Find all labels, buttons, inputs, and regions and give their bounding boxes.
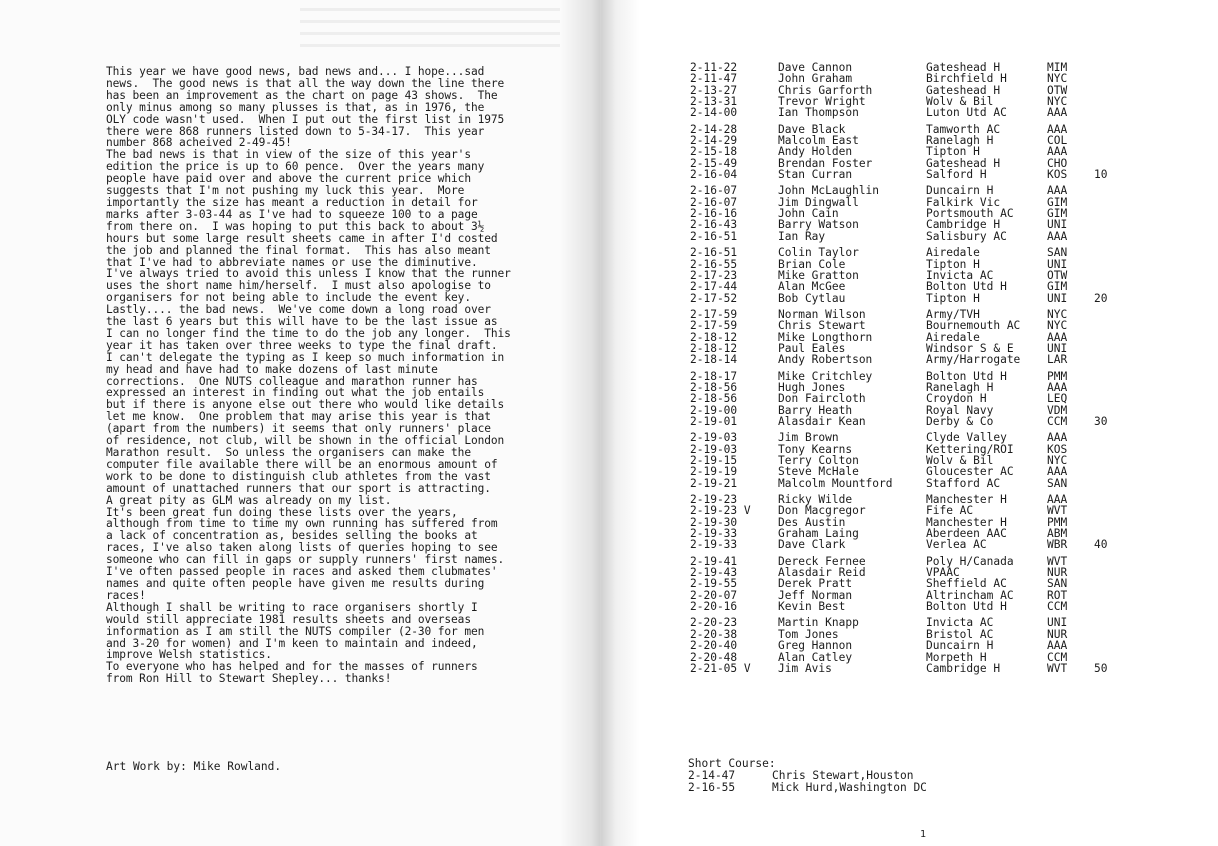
event-code-cell: VDM	[1047, 403, 1068, 417]
name-cell: Steve McHale	[778, 465, 859, 479]
editorial-line: Marathon result. So unless the organisers can make the	[106, 446, 471, 459]
name-cell: Mike Critchley	[778, 369, 873, 383]
short-course-section	[688, 757, 927, 794]
editorial-line: that I've had to abbreviate names or use the diminutive.	[106, 255, 478, 269]
editorial-line: suggests that I'm not pushing my luck this year. More	[106, 184, 465, 198]
time-cell: 2-11-47	[690, 72, 738, 86]
rank-row	[690, 640, 1110, 651]
club-cell: Manchester H	[926, 493, 1007, 507]
rank-row	[690, 539, 1110, 550]
time-cell: 2-18-56	[690, 380, 738, 394]
club-cell: Gateshead H	[926, 83, 1001, 97]
rank-group	[690, 371, 1110, 428]
time-cell: 2-17-52	[690, 291, 738, 305]
time-cell: 2-19-30	[690, 515, 738, 529]
time-cell: 2-16-51	[690, 246, 738, 260]
rank-row	[690, 281, 1110, 292]
time-cell: 2-19-15	[690, 454, 738, 467]
club-cell: Invicta AC	[926, 268, 994, 282]
club-cell: Morpeth H	[926, 650, 987, 664]
time-cell: 2-15-18	[690, 145, 738, 159]
name-cell: Jim Avis	[778, 661, 832, 675]
time-cell: 2-19-23 V	[690, 504, 751, 518]
club-cell: Salford H	[926, 168, 987, 182]
time-cell: 2-18-14	[690, 353, 738, 367]
time-cell: 2-19-33	[690, 538, 738, 552]
name-cell: Paul Eales	[778, 341, 846, 355]
editorial-line: The bad news is that in view of the size of this year's	[106, 148, 471, 162]
editorial-line: let me know. One problem that may arise this year is that	[106, 410, 491, 424]
rank-row	[690, 107, 1110, 118]
time-cell: 2-18-12	[690, 341, 738, 355]
rank-group	[690, 432, 1110, 489]
name-cell: Ricky Wilde	[778, 493, 853, 507]
editorial-line: It's been great fun doing these lists over the years,	[106, 505, 458, 519]
event-code-cell: AAA	[1047, 122, 1068, 136]
rank-row	[690, 416, 1110, 427]
time-cell: 2-17-59	[690, 319, 738, 333]
club-cell: Bolton Utd H	[926, 600, 1007, 614]
time-cell: 2-16-51	[690, 229, 738, 243]
name-cell: Dave Clark	[778, 538, 846, 552]
editorial-line: races, I've also taken along lists of queries hoping to see	[106, 541, 498, 555]
name-cell: Mike Longthorn	[778, 330, 873, 344]
name-cell: Chris Garforth	[778, 83, 873, 97]
editorial-line: from there on. I was hoping to put this back to about 3½	[106, 219, 485, 233]
club-cell: Kettering/ROI	[926, 442, 1014, 456]
event-code-cell: ABM	[1047, 527, 1068, 541]
name-cell: Jeff Norman	[778, 588, 853, 602]
club-cell: Derby & Co	[926, 414, 994, 428]
name-cell: Alasdair Kean	[778, 414, 866, 428]
editorial-line: the job and planned the final format. This has also meant	[106, 243, 491, 257]
time-cell: 2-16-07	[690, 195, 738, 209]
rank-row	[690, 601, 1110, 612]
event-code-cell: GIM	[1047, 207, 1068, 221]
editorial-line: year it has taken over three weeks to type the final draft.	[106, 338, 498, 352]
name-cell: Tony Kearns	[778, 442, 853, 456]
event-code-cell: UNI	[1047, 291, 1068, 305]
event-code-cell: AAA	[1047, 380, 1068, 394]
event-code-cell: PMM	[1047, 369, 1068, 383]
club-cell: Bolton Utd H	[926, 369, 1007, 383]
name-cell: Graham Laing	[778, 527, 859, 541]
club-cell: Gateshead H	[926, 61, 1001, 74]
marathon-ranking-list	[690, 62, 1110, 679]
editorial-line: To everyone who has helped and for the masses of runners	[106, 660, 478, 674]
editorial-line: Although I shall be writing to race organisers shortly I	[106, 600, 478, 614]
editorial-line: I've often passed people in races and asked them clubmates'	[106, 565, 498, 579]
time-cell: 2-19-43	[690, 566, 738, 580]
editorial-line: someone who can fill in gaps or supply runners' first names.	[106, 553, 505, 567]
editorial-line: hours but some large result sheets came in after I'd costed	[106, 231, 498, 245]
editorial-line: names and quite often people have given me results during	[106, 576, 485, 590]
editorial-line: edition the price is up to 60 pence. Over the years many	[106, 160, 485, 174]
name-cell: John McLaughlin	[778, 184, 880, 198]
name-cell: Trevor Wright	[778, 95, 866, 109]
event-code-cell: AAA	[1047, 465, 1068, 479]
club-cell: Aberdeen AAC	[926, 527, 1007, 541]
club-cell: Army/Harrogate	[926, 353, 1021, 367]
event-code-cell: NYC	[1047, 307, 1068, 321]
editorial-line: uses the short name him/herself. I must also apologise to	[106, 279, 491, 293]
rank-group	[690, 247, 1110, 304]
editorial-line: although from time to time my own running has suffered from	[106, 517, 498, 531]
club-cell: Manchester H	[926, 515, 1007, 529]
club-cell: Stafford AC	[926, 476, 1001, 490]
name-cell: Don Macgregor	[778, 504, 866, 518]
club-cell: Altrincham AC	[926, 588, 1014, 602]
club-cell: Ranelagh H	[926, 134, 994, 148]
rank-row	[690, 169, 1110, 180]
event-code-cell: NYC	[1047, 319, 1068, 333]
event-code-cell: WVT	[1047, 504, 1068, 518]
time-cell: 2-14-47	[688, 769, 736, 782]
rank-group	[690, 309, 1110, 366]
club-cell: Gateshead H	[926, 156, 1001, 170]
editorial-line: people have paid over and above the current price which	[106, 172, 471, 186]
event-code-cell: GIM	[1047, 195, 1068, 209]
rank-row	[690, 354, 1110, 365]
time-cell: 2-18-17	[690, 369, 738, 383]
club-cell: VPAAC	[926, 566, 960, 580]
time-cell: 2-17-59	[690, 307, 738, 321]
rank-group	[690, 556, 1110, 613]
editorial-line: there were 868 runners listed down to 5-34-17. This year	[106, 124, 485, 138]
name-cell: Ian Ray	[778, 229, 826, 243]
editorial-line: corrections. One NUTS colleague and marathon runner has	[106, 374, 478, 388]
name-cell: Kevin Best	[778, 600, 846, 614]
name-cell: Malcolm Mountford	[778, 476, 893, 490]
event-code-cell: OTW	[1047, 268, 1068, 282]
club-cell: Bristol AC	[926, 627, 994, 641]
editorial-line: I can't delegate the typing as I keep so much information in	[106, 350, 505, 364]
editorial-line: my head and have had to make dozens of last minute	[106, 362, 438, 376]
runner-venue-cell: Chris Stewart,Houston	[772, 769, 914, 782]
name-cell: Colin Taylor	[778, 246, 859, 260]
club-cell: Tamworth AC	[926, 122, 1001, 136]
rank-row	[690, 432, 1110, 443]
event-code-cell: AAA	[1047, 145, 1068, 159]
club-cell: Portsmouth AC	[926, 207, 1014, 221]
time-cell: 2-11-22	[690, 61, 738, 74]
name-cell: Alan Catley	[778, 650, 853, 664]
event-code-cell: MIM	[1047, 61, 1068, 74]
event-code-cell: WBR	[1047, 538, 1068, 552]
event-code-cell: AAA	[1047, 330, 1068, 344]
event-code-cell: OTW	[1047, 83, 1068, 97]
club-cell: Invicta AC	[926, 616, 994, 630]
editorial-line: has been an improvement as the chart on page 43 shows. The	[106, 88, 498, 102]
event-code-cell: COL	[1047, 134, 1068, 148]
name-cell: Brian Cole	[778, 257, 846, 271]
club-cell: Army/TVH	[926, 307, 980, 321]
club-cell: Cambridge H	[926, 218, 1001, 232]
page-number: 1	[920, 829, 927, 840]
time-cell: 2-19-19	[690, 465, 738, 479]
time-cell: 2-20-16	[690, 600, 738, 614]
editorial-line: (apart from the numbers) it seems that only runners' place	[106, 422, 491, 436]
editorial-line: but if there is anyone else out there who would like details	[106, 398, 505, 412]
club-cell: Croydon H	[926, 392, 987, 406]
time-cell: 2-14-00	[690, 106, 738, 120]
club-cell: Wolv & Bil	[926, 95, 994, 109]
time-cell: 2-14-28	[690, 122, 738, 136]
club-cell: Verlea AC	[926, 538, 987, 552]
time-cell: 2-19-33	[690, 527, 738, 541]
name-cell: Dave Cannon	[778, 61, 853, 74]
event-code-cell: WVT	[1047, 661, 1068, 675]
editorial-line: expressed an interest in finding out what the job entails	[106, 386, 485, 400]
editorial-line: of residence, not club, will be shown in the official London	[106, 434, 505, 448]
club-cell: Bournemouth AC	[926, 319, 1021, 333]
bleed-through-text	[300, 8, 560, 48]
event-code-cell: UNI	[1047, 218, 1068, 232]
event-code-cell: AAA	[1047, 431, 1068, 445]
name-cell: Don Faircloth	[778, 392, 866, 406]
time-cell: 2-16-55	[690, 257, 738, 271]
editorial-line: and 3-20 for women) and I'm keen to maintain and indeed,	[106, 636, 478, 650]
name-cell: Andy Holden	[778, 145, 853, 159]
club-cell: Tipton H	[926, 145, 980, 159]
editorial-line: marks after 3-03-44 as I've had to squeeze 100 to a page	[106, 207, 478, 221]
editorial-line: This year we have good news, bad news and... I hope...sad	[106, 65, 485, 78]
name-cell: Brendan Foster	[778, 156, 873, 170]
club-cell: Sheffield AC	[926, 577, 1007, 591]
event-code-cell: PMM	[1047, 515, 1068, 529]
running-count: 50	[1094, 661, 1108, 675]
event-code-cell: UNI	[1047, 616, 1068, 630]
editorial-line: information as I am still the NUTS compiler (2-30 for men	[106, 624, 485, 638]
name-cell: Malcolm East	[778, 134, 859, 148]
event-code-cell: AAA	[1047, 184, 1068, 198]
name-cell: Chris Stewart	[778, 319, 866, 333]
time-cell: 2-19-41	[690, 554, 738, 568]
name-cell: Greg Hannon	[778, 639, 853, 653]
time-cell: 2-19-00	[690, 403, 738, 417]
name-cell: Barry Heath	[778, 403, 853, 417]
editorial-line: Lastly.... the bad news. We've come down a long road over	[106, 303, 491, 317]
name-cell: Derek Pratt	[778, 577, 853, 591]
rank-row	[690, 293, 1110, 304]
short-course-heading: Short Course:	[688, 757, 776, 770]
time-cell: 2-13-31	[690, 95, 738, 109]
name-cell: Norman Wilson	[778, 307, 866, 321]
editorial-line: work to be done to distinguish club athletes from the vast	[106, 469, 491, 483]
club-cell: Ranelagh H	[926, 380, 994, 394]
club-cell: Poly H/Canada	[926, 554, 1014, 568]
runner-venue-cell: Mick Hurd,Washington DC	[772, 781, 927, 794]
running-count: 20	[1094, 291, 1108, 305]
club-cell: Duncairn H	[926, 639, 994, 653]
name-cell: Alan McGee	[778, 280, 846, 294]
event-code-cell: AAA	[1047, 639, 1068, 653]
name-cell: Bob Cytlau	[778, 291, 846, 305]
name-cell: Terry Colton	[778, 454, 859, 467]
name-cell: Alasdair Reid	[778, 566, 866, 580]
time-cell: 2-17-23	[690, 268, 738, 282]
event-code-cell: AAA	[1047, 229, 1068, 243]
rank-row	[690, 393, 1110, 404]
club-cell: Airedale	[926, 330, 980, 344]
event-code-cell: UNI	[1047, 341, 1068, 355]
time-cell: 2-16-16	[690, 207, 738, 221]
editorial-line: organisers for not being able to include the event key.	[106, 291, 471, 305]
club-cell: Clyde Valley	[926, 431, 1007, 445]
time-cell: 2-18-56	[690, 392, 738, 406]
club-cell: Bolton Utd H	[926, 280, 1007, 294]
editorial-line: races!	[106, 588, 146, 602]
club-cell: Wolv & Bil	[926, 454, 994, 467]
time-cell: 2-21-05 V	[690, 661, 751, 675]
name-cell: Des Austin	[778, 515, 846, 529]
club-cell: Tipton H	[926, 291, 980, 305]
event-code-cell: SAN	[1047, 476, 1068, 490]
time-cell: 2-16-04	[690, 168, 738, 182]
name-cell: Barry Watson	[778, 218, 859, 232]
time-cell: 2-20-23	[690, 616, 738, 630]
time-cell: 2-20-40	[690, 639, 738, 653]
short-course-row	[688, 781, 927, 794]
event-code-cell: SAN	[1047, 577, 1068, 591]
editorial-line: number 868 acheived 2-49-45!	[106, 136, 292, 150]
time-cell: 2-19-03	[690, 431, 738, 445]
time-cell: 2-19-23	[690, 493, 738, 507]
editorial-line: from Ron Hill to Stewart Shepley... thanks!	[106, 672, 392, 686]
rank-group	[690, 62, 1110, 119]
time-cell: 2-13-27	[690, 83, 738, 97]
club-cell: Airedale	[926, 246, 980, 260]
time-cell: 2-19-55	[690, 577, 738, 591]
editorial-line: the last 6 years but this will have to be the last issue as	[106, 315, 498, 329]
event-code-cell: WVT	[1047, 554, 1068, 568]
club-cell: Tipton H	[926, 257, 980, 271]
event-code-cell: KOS	[1047, 168, 1068, 182]
running-count: 10	[1094, 168, 1108, 182]
editorial-line: improve Welsh statistics.	[106, 648, 272, 662]
running-count: 40	[1094, 538, 1108, 552]
club-cell: Windsor S & E	[926, 341, 1014, 355]
club-cell: Falkirk Vic	[926, 195, 1001, 209]
club-cell: Luton Utd AC	[926, 106, 1007, 120]
name-cell: John Cain	[778, 207, 839, 221]
name-cell: Jim Brown	[778, 431, 839, 445]
event-code-cell: NYC	[1047, 72, 1068, 86]
name-cell: Martin Knapp	[778, 616, 859, 630]
time-cell: 2-14-29	[690, 134, 738, 148]
event-code-cell: CCM	[1047, 414, 1068, 428]
name-cell: Tom Jones	[778, 627, 839, 641]
event-code-cell: AAA	[1047, 493, 1068, 507]
editorial-line: a lack of concentration as, besides selling the books at	[106, 529, 478, 543]
event-code-cell: CCM	[1047, 650, 1068, 664]
time-cell: 2-20-07	[690, 588, 738, 602]
editorial-line: I can no longer find the time to do the job any longer. This	[106, 326, 511, 340]
rank-row	[690, 663, 1110, 674]
event-code-cell: CCM	[1047, 600, 1068, 614]
name-cell: John Graham	[778, 72, 853, 86]
rank-group	[690, 494, 1110, 551]
time-cell: 2-17-44	[690, 280, 738, 294]
editorial-line: computer file available there will be an enormous amount of	[106, 457, 498, 471]
artwork-credit: Art Work by: Mike Rowland.	[106, 760, 282, 773]
editorial-line: I've always tried to avoid this unless I know that the runner	[106, 267, 511, 281]
time-cell: 2-20-38	[690, 627, 738, 641]
time-cell: 2-16-43	[690, 218, 738, 232]
event-code-cell: LEQ	[1047, 392, 1068, 406]
club-cell: Fife AC	[926, 504, 974, 518]
editorial-line: would still appreciate 1981 results sheets and overseas	[106, 612, 471, 626]
event-code-cell: ROT	[1047, 588, 1068, 602]
editorial-line: amount of unattached runners that our sport is attracting.	[106, 481, 491, 495]
club-cell: Birchfield H	[926, 72, 1007, 86]
event-code-cell: GIM	[1047, 280, 1068, 294]
time-cell: 2-16-07	[690, 184, 738, 198]
editorial-line: OLY code wasn't used. When I put out the first list in 1975	[106, 112, 505, 126]
time-cell: 2-19-03	[690, 442, 738, 456]
time-cell: 2-16-55	[688, 781, 736, 794]
event-code-cell: SAN	[1047, 246, 1068, 260]
name-cell: Stan Curran	[778, 168, 853, 182]
editorial-line: news. The good news is that all the way down the line there	[106, 76, 505, 90]
rank-group	[690, 124, 1110, 181]
event-code-cell: NYC	[1047, 454, 1068, 467]
club-cell: Salisbury AC	[926, 229, 1007, 243]
running-count: 30	[1094, 414, 1108, 428]
rank-row	[690, 73, 1110, 84]
editorial-text	[106, 66, 576, 685]
club-cell: Cambridge H	[926, 661, 1001, 675]
time-cell: 2-19-21	[690, 476, 738, 490]
event-code-cell: NYC	[1047, 95, 1068, 109]
event-code-cell: LAR	[1047, 353, 1068, 367]
event-code-cell: NUR	[1047, 627, 1068, 641]
rank-group	[690, 185, 1110, 242]
editorial-line: A great pity as GLM was already on my list.	[106, 493, 392, 507]
name-cell: Dereck Fernee	[778, 554, 866, 568]
name-cell: Mike Gratton	[778, 268, 859, 282]
club-cell: Royal Navy	[926, 403, 994, 417]
editorial-line: only minus among so many plusses is that, as in 1976, the	[106, 100, 485, 114]
club-cell: Duncairn H	[926, 184, 994, 198]
time-cell: 2-18-12	[690, 330, 738, 344]
time-cell: 2-19-01	[690, 414, 738, 428]
time-cell: 2-15-49	[690, 156, 738, 170]
club-cell: Gloucester AC	[926, 465, 1014, 479]
rank-row	[690, 478, 1110, 489]
editorial-line: importantly the size has meant a reduction in detail for	[106, 195, 478, 209]
time-cell: 2-20-48	[690, 650, 738, 664]
event-code-cell: UNI	[1047, 257, 1068, 271]
name-cell: Andy Robertson	[778, 353, 873, 367]
event-code-cell: AAA	[1047, 106, 1068, 120]
name-cell: Ian Thompson	[778, 106, 859, 120]
rank-row	[690, 320, 1110, 331]
event-code-cell: NUR	[1047, 566, 1068, 580]
rank-group	[690, 617, 1110, 674]
event-code-cell: KOS	[1047, 442, 1068, 456]
name-cell: Jim Dingwall	[778, 195, 859, 209]
name-cell: Dave Black	[778, 122, 846, 136]
rank-row	[690, 231, 1110, 242]
name-cell: Hugh Jones	[778, 380, 846, 394]
event-code-cell: CHO	[1047, 156, 1068, 170]
rank-row	[690, 466, 1110, 477]
rank-row	[690, 247, 1110, 258]
